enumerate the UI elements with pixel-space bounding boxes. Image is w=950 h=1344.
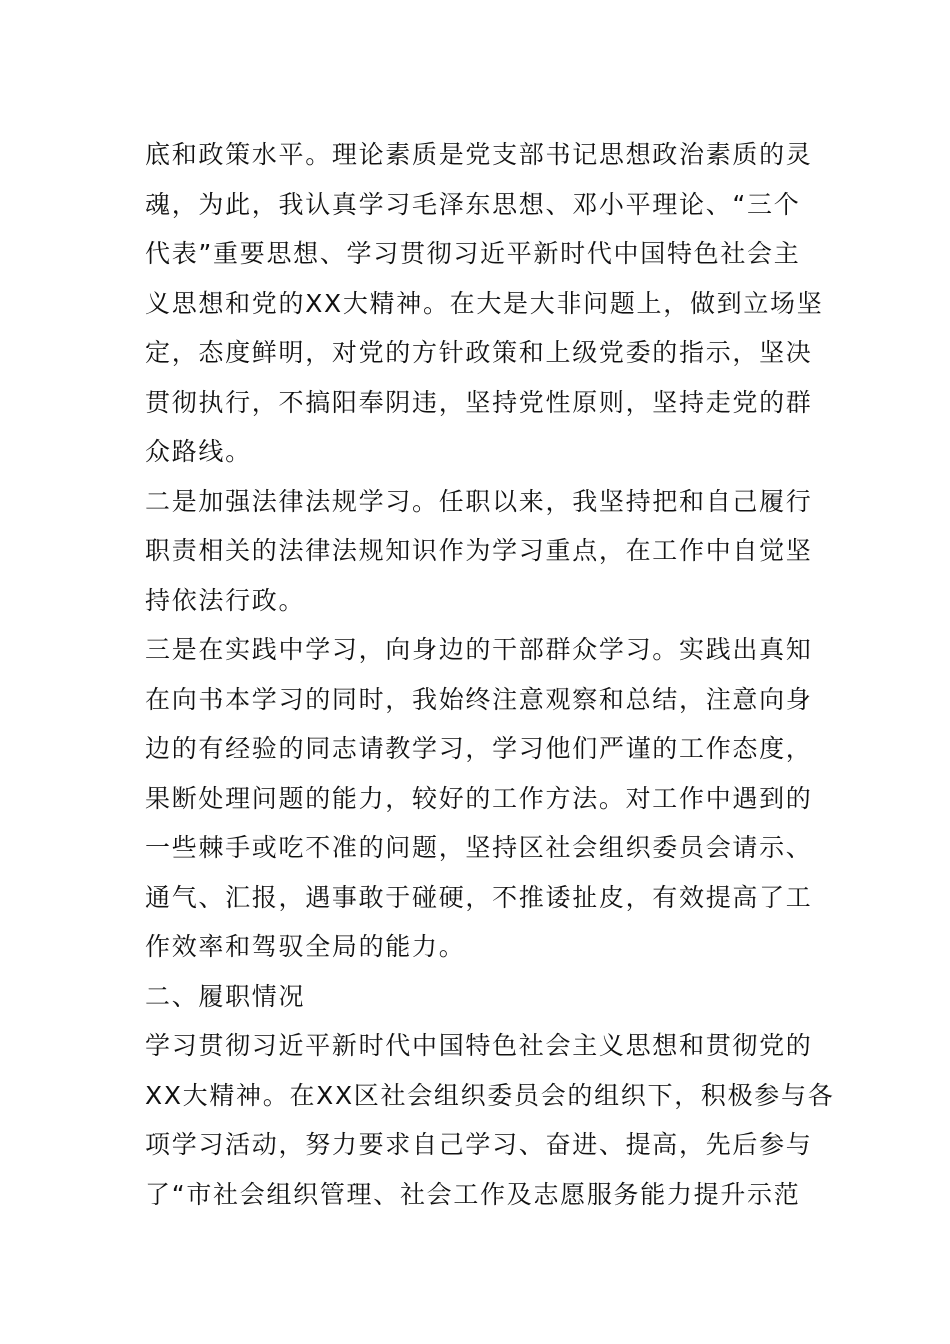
text-line: 众路线。: [145, 437, 252, 466]
text-line: 项学习活动，努力要求自己学习、奋进、提高，先后参与: [145, 1130, 813, 1159]
text-line: 了“市社会组织管理、社会工作及志愿服务能力提升示范: [145, 1179, 801, 1209]
text-line: 持依法行政。: [145, 585, 306, 615]
text-line: 贯彻执行，不搞阳奉阴违，坚持党性原则，坚持走党的群: [145, 387, 813, 417]
text-line: 学习贯彻习近平新时代中国特色社会主义思想和贯彻党的: [145, 1031, 813, 1060]
text-line: 果断处理问题的能力，较好的工作方法。对工作中遇到的: [145, 783, 813, 813]
text-line: 一些棘手或吃不准的问题，坚持区社会组织委员会请示、: [145, 833, 813, 862]
text-line: XX大精神。在XX区社会组织委员会的组织下，积极参与各: [145, 1080, 835, 1110]
text-line: 职责相关的法律法规知识作为学习重点，在工作中自觉坚: [145, 536, 813, 565]
text-line: 底和政策水平。理论素质是党支部书记思想政治素质的灵: [145, 140, 813, 169]
text-line: 边的有经验的同志请教学习，学习他们严谨的工作态度，: [145, 734, 813, 763]
text-line: 三是在实践中学习，向身边的干部群众学习。实践出真知: [145, 635, 813, 664]
text-line: 在向书本学习的同时，我始终注意观察和总结，注意向身: [145, 684, 813, 714]
document-body: [145, 130, 835, 1219]
text-line: 通气、汇报，遇事敢于碰硬，不推诿扯皮，有效提高了工: [145, 882, 813, 912]
text-line: 二是加强法律法规学习。任职以来，我坚持把和自己履行: [145, 486, 813, 516]
text-line: 定，态度鲜明，对党的方针政策和上级党委的指示，坚决: [145, 338, 813, 367]
text-line: 魂，为此，我认真学习毛泽东思想、邓小平理论、“三个: [145, 189, 801, 219]
section-heading: 二、履职情况: [145, 981, 306, 1011]
text-line: 义思想和党的XX大精神。在大是大非问题上，做到立场坚: [145, 288, 824, 318]
text-line: 代表”重要思想、学习贯彻习近平新时代中国特色社会主: [145, 239, 801, 268]
text-line: 作效率和驾驭全局的能力。: [145, 932, 466, 961]
